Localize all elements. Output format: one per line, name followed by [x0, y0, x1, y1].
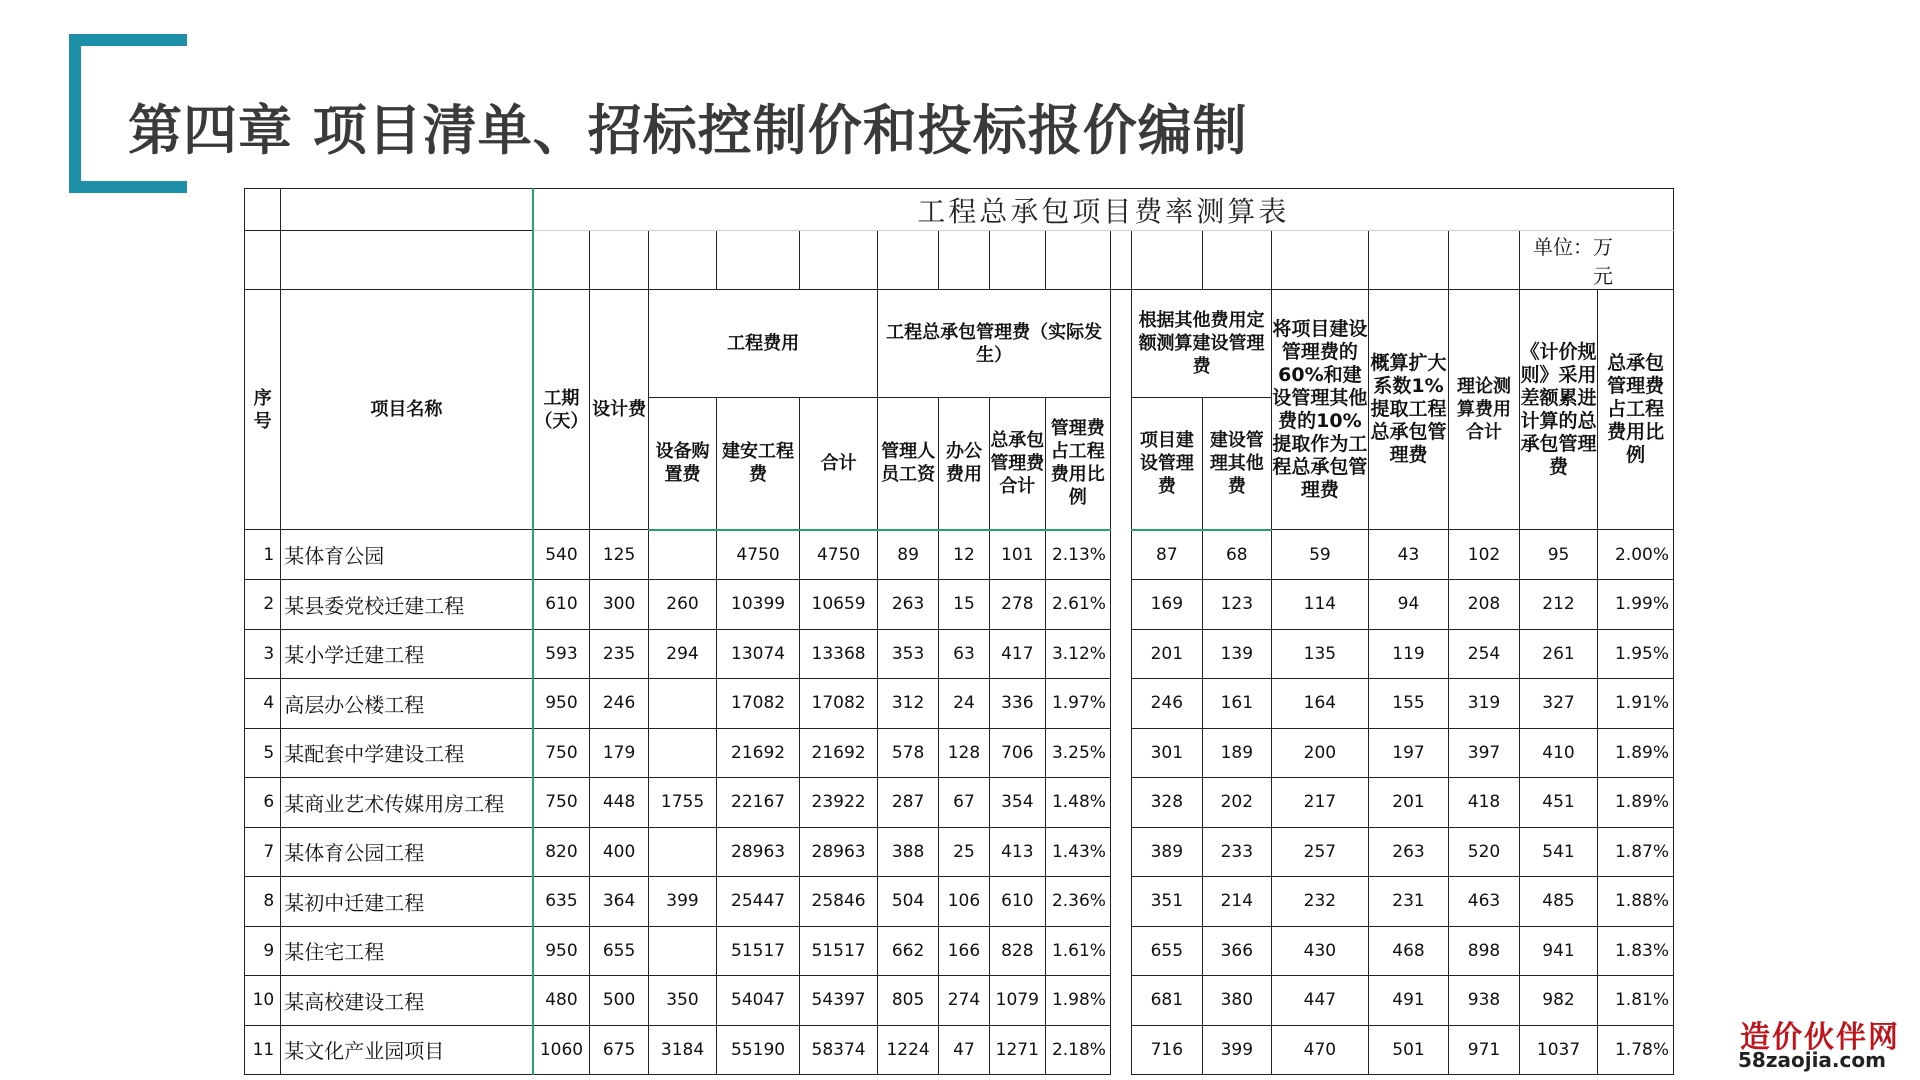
header-equip: 设备购置费 — [648, 398, 716, 530]
table-cell: 25 — [938, 827, 989, 877]
table-cell: 43 — [1368, 530, 1449, 580]
table-cell: 1.91% — [1598, 679, 1674, 729]
table-cell: 3 — [245, 629, 281, 679]
table-cell: 9 — [245, 926, 281, 976]
table-cell: 480 — [533, 976, 590, 1026]
table-cell: 336 — [990, 679, 1045, 729]
table-cell: 51517 — [717, 926, 800, 976]
table-cell: 417 — [990, 629, 1045, 679]
table-cell: 4 — [245, 679, 281, 729]
table-cell: 950 — [533, 926, 590, 976]
table-cell: 94 — [1368, 580, 1449, 630]
table-cell: 312 — [878, 679, 938, 729]
table-cell: 128 — [938, 728, 989, 778]
table-cell: 1.48% — [1045, 778, 1110, 828]
table-cell: 941 — [1519, 926, 1598, 976]
gap-cell — [1110, 778, 1131, 828]
table-cell: 1.97% — [1045, 679, 1110, 729]
table-cell: 1.88% — [1598, 877, 1674, 927]
table-cell: 28963 — [717, 827, 800, 877]
table-cell: 59 — [1272, 530, 1369, 580]
table-cell: 1.81% — [1598, 976, 1674, 1026]
table-cell — [648, 679, 716, 729]
table-cell: 58374 — [799, 1025, 878, 1075]
table-cell: 263 — [878, 580, 938, 630]
table-cell: 21692 — [717, 728, 800, 778]
table-cell: 447 — [1272, 976, 1369, 1026]
table-cell: 898 — [1449, 926, 1519, 976]
header-install: 建安工程费 — [717, 398, 800, 530]
table-row — [245, 580, 1674, 630]
table-row — [245, 877, 1674, 927]
table-cell: 23922 — [799, 778, 878, 828]
gap-cell — [1110, 629, 1131, 679]
table-cell: 119 — [1368, 629, 1449, 679]
table-cell: 820 — [533, 827, 590, 877]
header-mgmt-total: 总承包管理费合计 — [990, 398, 1045, 530]
table-cell: 716 — [1132, 1025, 1202, 1075]
table-cell: 7 — [245, 827, 281, 877]
table-cell: 675 — [590, 1025, 648, 1075]
table-cell: 某高校建设工程 — [281, 976, 533, 1026]
table-cell: 10 — [245, 976, 281, 1026]
table-cell — [648, 728, 716, 778]
table-cell: 233 — [1202, 827, 1271, 877]
table-cell: 2.61% — [1045, 580, 1110, 630]
header-salary: 管理人员工资 — [878, 398, 938, 530]
table-cell: 3.12% — [1045, 629, 1110, 679]
table-cell: 67 — [938, 778, 989, 828]
table-cell: 504 — [878, 877, 938, 927]
table-cell — [648, 530, 716, 580]
table-cell: 578 — [878, 728, 938, 778]
table-cell: 389 — [1132, 827, 1202, 877]
table-cell: 501 — [1368, 1025, 1449, 1075]
table-cell: 179 — [590, 728, 648, 778]
table-cell: 8 — [245, 877, 281, 927]
table-cell: 某初中迁建工程 — [281, 877, 533, 927]
table-row — [245, 679, 1674, 729]
table-body — [245, 530, 1674, 1075]
table-cell: 54397 — [799, 976, 878, 1026]
table-cell: 388 — [878, 827, 938, 877]
table-cell: 287 — [878, 778, 938, 828]
table-cell: 155 — [1368, 679, 1449, 729]
table-cell: 4750 — [799, 530, 878, 580]
table-cell: 101 — [990, 530, 1045, 580]
table-cell: 68 — [1202, 530, 1271, 580]
table-cell: 971 — [1449, 1025, 1519, 1075]
table-cell: 1.89% — [1598, 778, 1674, 828]
table-cell: 610 — [990, 877, 1045, 927]
table-cell: 1.87% — [1598, 827, 1674, 877]
table-cell: 13074 — [717, 629, 800, 679]
gap-cell — [1110, 926, 1131, 976]
table-cell: 246 — [590, 679, 648, 729]
table-cell: 805 — [878, 976, 938, 1026]
header-design: 设计费 — [590, 290, 648, 530]
gap-cell — [1110, 1025, 1131, 1075]
table-cell: 327 — [1519, 679, 1598, 729]
table-cell: 351 — [1132, 877, 1202, 927]
table-cell: 350 — [648, 976, 716, 1026]
table-cell: 231 — [1368, 877, 1449, 927]
table-cell: 25447 — [717, 877, 800, 927]
table-cell: 89 — [878, 530, 938, 580]
gap-cell — [1110, 877, 1131, 927]
header-name: 项目名称 — [281, 290, 533, 530]
gap-cell — [1110, 976, 1131, 1026]
table-cell: 139 — [1202, 629, 1271, 679]
header-mgmt-group: 工程总承包管理费（实际发生） — [878, 290, 1111, 398]
gap-cell — [1110, 580, 1131, 630]
header-60-percent: 将项目建设管理费的60%和建设管理其他费的10%提取作为工程总承包管理费 — [1272, 290, 1369, 530]
table-row — [245, 827, 1674, 877]
table-cell: 232 — [1272, 877, 1369, 927]
table-cell: 319 — [1449, 679, 1519, 729]
table-cell: 278 — [990, 580, 1045, 630]
header-eng-cost: 工程费用 — [648, 290, 878, 398]
table-cell: 500 — [590, 976, 648, 1026]
table-cell: 655 — [1132, 926, 1202, 976]
table-cell: 254 — [1449, 629, 1519, 679]
table-cell: 261 — [1519, 629, 1598, 679]
table-cell: 706 — [990, 728, 1045, 778]
table-cell: 161 — [1202, 679, 1271, 729]
table-cell: 399 — [1202, 1025, 1271, 1075]
table-cell: 6 — [245, 778, 281, 828]
table-cell: 430 — [1272, 926, 1369, 976]
table-cell: 681 — [1132, 976, 1202, 1026]
table-cell: 102 — [1449, 530, 1519, 580]
table-cell: 高层办公楼工程 — [281, 679, 533, 729]
table-cell: 635 — [533, 877, 590, 927]
table-cell: 1 — [245, 530, 281, 580]
table-cell: 982 — [1519, 976, 1598, 1026]
table-cell: 1.78% — [1598, 1025, 1674, 1075]
table-cell: 1.61% — [1045, 926, 1110, 976]
table-cell: 15 — [938, 580, 989, 630]
table-cell: 2.18% — [1045, 1025, 1110, 1075]
table-cell: 397 — [1449, 728, 1519, 778]
table-cell: 1060 — [533, 1025, 590, 1075]
table-cell: 5 — [245, 728, 281, 778]
table-row — [245, 530, 1674, 580]
table-cell: 3.25% — [1045, 728, 1110, 778]
table-cell: 300 — [590, 580, 648, 630]
table-cell: 189 — [1202, 728, 1271, 778]
table-cell: 208 — [1449, 580, 1519, 630]
table-cell: 470 — [1272, 1025, 1369, 1075]
table-cell: 54047 — [717, 976, 800, 1026]
table-cell: 某文化产业园项目 — [281, 1025, 533, 1075]
watermark-url: 58zaojia.com — [1738, 1048, 1886, 1072]
table-cell: 164 — [1272, 679, 1369, 729]
table-cell: 1.95% — [1598, 629, 1674, 679]
table-cell: 2.13% — [1045, 530, 1110, 580]
header-basis-group: 根据其他费用定额测算建设管理费 — [1132, 290, 1272, 398]
table-cell: 260 — [648, 580, 716, 630]
table-title: 工程总承包项目费率测算表 — [533, 189, 1674, 231]
gap-cell — [1110, 530, 1131, 580]
header-mgmt-ratio: 管理费占工程费用比例 — [1045, 398, 1110, 530]
fee-table — [244, 188, 1674, 1075]
table-cell: 3184 — [648, 1025, 716, 1075]
table-cell: 938 — [1449, 976, 1519, 1026]
table-cell: 201 — [1132, 629, 1202, 679]
table-cell: 某县委党校迁建工程 — [281, 580, 533, 630]
table-cell: 1.99% — [1598, 580, 1674, 630]
table-cell: 541 — [1519, 827, 1598, 877]
table-cell: 294 — [648, 629, 716, 679]
table-cell: 610 — [533, 580, 590, 630]
table-cell: 13368 — [799, 629, 878, 679]
table-cell: 某小学迁建工程 — [281, 629, 533, 679]
header-theory-total: 理论测算费用合计 — [1449, 290, 1519, 530]
table-cell: 354 — [990, 778, 1045, 828]
table-cell: 某体育公园工程 — [281, 827, 533, 877]
table-cell: 10659 — [799, 580, 878, 630]
table-cell: 1.83% — [1598, 926, 1674, 976]
table-cell: 某住宅工程 — [281, 926, 533, 976]
table-cell: 593 — [533, 629, 590, 679]
table-cell: 95 — [1519, 530, 1598, 580]
table-cell: 某配套中学建设工程 — [281, 728, 533, 778]
fee-rate-table — [244, 188, 1674, 1064]
header-other-mgmt: 建设管理其他费 — [1202, 398, 1271, 530]
table-cell: 25846 — [799, 877, 878, 927]
table-cell: 123 — [1202, 580, 1271, 630]
table-cell: 24 — [938, 679, 989, 729]
table-cell: 1271 — [990, 1025, 1045, 1075]
table-cell: 400 — [590, 827, 648, 877]
table-cell: 63 — [938, 629, 989, 679]
table-cell: 197 — [1368, 728, 1449, 778]
unit-label: 单位：万元 — [1519, 231, 1673, 290]
table-cell: 540 — [533, 530, 590, 580]
header-expand-factor: 概算扩大系数1%提取工程总承包管理费 — [1368, 290, 1449, 530]
table-cell: 4750 — [717, 530, 800, 580]
table-cell: 214 — [1202, 877, 1271, 927]
table-cell: 21692 — [799, 728, 878, 778]
table-cell: 520 — [1449, 827, 1519, 877]
table-cell: 353 — [878, 629, 938, 679]
table-cell: 212 — [1519, 580, 1598, 630]
table-cell: 202 — [1202, 778, 1271, 828]
table-cell: 某体育公园 — [281, 530, 533, 580]
table-row — [245, 778, 1674, 828]
table-cell: 166 — [938, 926, 989, 976]
table-row — [245, 926, 1674, 976]
table-cell: 51517 — [799, 926, 878, 976]
table-cell: 399 — [648, 877, 716, 927]
table-cell: 491 — [1368, 976, 1449, 1026]
table-row — [245, 976, 1674, 1026]
table-cell: 750 — [533, 728, 590, 778]
table-cell: 17082 — [717, 679, 800, 729]
header-fee-ratio: 总承包管理费占工程费用比例 — [1598, 290, 1674, 530]
table-cell: 655 — [590, 926, 648, 976]
table-cell: 87 — [1132, 530, 1202, 580]
table-cell: 106 — [938, 877, 989, 927]
table-cell — [648, 827, 716, 877]
table-cell: 201 — [1368, 778, 1449, 828]
header-period: 工期（天） — [533, 290, 590, 530]
header-rules-fee: 《计价规则》采用差额累进计算的总承包管理费 — [1519, 290, 1598, 530]
table-cell — [648, 926, 716, 976]
table-cell: 28963 — [799, 827, 878, 877]
gap-cell — [1110, 679, 1131, 729]
table-cell: 301 — [1132, 728, 1202, 778]
table-cell: 1.89% — [1598, 728, 1674, 778]
table-cell: 410 — [1519, 728, 1598, 778]
table-cell: 1.98% — [1045, 976, 1110, 1026]
table-cell: 10399 — [717, 580, 800, 630]
table-cell: 55190 — [717, 1025, 800, 1075]
table-cell: 1.43% — [1045, 827, 1110, 877]
header-subtotal: 合计 — [799, 398, 878, 530]
table-cell: 750 — [533, 778, 590, 828]
table-cell: 274 — [938, 976, 989, 1026]
table-cell: 22167 — [717, 778, 800, 828]
table-cell: 263 — [1368, 827, 1449, 877]
table-cell: 169 — [1132, 580, 1202, 630]
table-cell: 364 — [590, 877, 648, 927]
table-cell: 246 — [1132, 679, 1202, 729]
slide-title: 第四章 项目清单、招标控制价和投标报价编制 — [128, 99, 1248, 162]
table-cell: 1079 — [990, 976, 1045, 1026]
table-cell: 662 — [878, 926, 938, 976]
gap-cell — [1110, 728, 1131, 778]
table-cell: 950 — [533, 679, 590, 729]
table-row — [245, 1025, 1674, 1075]
watermark-brand: 造价伙伴网 — [1740, 1020, 1900, 1055]
table-row — [245, 728, 1674, 778]
table-cell: 828 — [990, 926, 1045, 976]
table-cell: 366 — [1202, 926, 1271, 976]
table-cell: 17082 — [799, 679, 878, 729]
column-gap — [1110, 290, 1131, 530]
table-cell: 448 — [590, 778, 648, 828]
table-cell: 1037 — [1519, 1025, 1598, 1075]
table-cell: 463 — [1449, 877, 1519, 927]
title-blank-seq — [245, 189, 281, 231]
table-cell: 257 — [1272, 827, 1369, 877]
table-cell: 1224 — [878, 1025, 938, 1075]
header-office: 办公费用 — [938, 398, 989, 530]
table-cell: 2.36% — [1045, 877, 1110, 927]
table-cell: 380 — [1202, 976, 1271, 1026]
table-cell: 451 — [1519, 778, 1598, 828]
header-seq: 序号 — [245, 290, 281, 530]
table-row — [245, 629, 1674, 679]
table-cell: 485 — [1519, 877, 1598, 927]
table-cell: 217 — [1272, 778, 1369, 828]
table-cell: 200 — [1272, 728, 1369, 778]
table-cell: 47 — [938, 1025, 989, 1075]
table-cell: 235 — [590, 629, 648, 679]
table-cell: 11 — [245, 1025, 281, 1075]
table-cell: 413 — [990, 827, 1045, 877]
table-cell: 468 — [1368, 926, 1449, 976]
title-blank-name — [281, 189, 533, 231]
table-cell: 2 — [245, 580, 281, 630]
table-cell: 125 — [590, 530, 648, 580]
table-cell: 418 — [1449, 778, 1519, 828]
table-cell: 某商业艺术传媒用房工程 — [281, 778, 533, 828]
header-proj-mgmt: 项目建设管理费 — [1132, 398, 1202, 530]
gap-cell — [1110, 827, 1131, 877]
table-cell: 2.00% — [1598, 530, 1674, 580]
table-cell: 12 — [938, 530, 989, 580]
table-cell: 135 — [1272, 629, 1369, 679]
table-cell: 1755 — [648, 778, 716, 828]
table-cell: 328 — [1132, 778, 1202, 828]
table-cell: 114 — [1272, 580, 1369, 630]
